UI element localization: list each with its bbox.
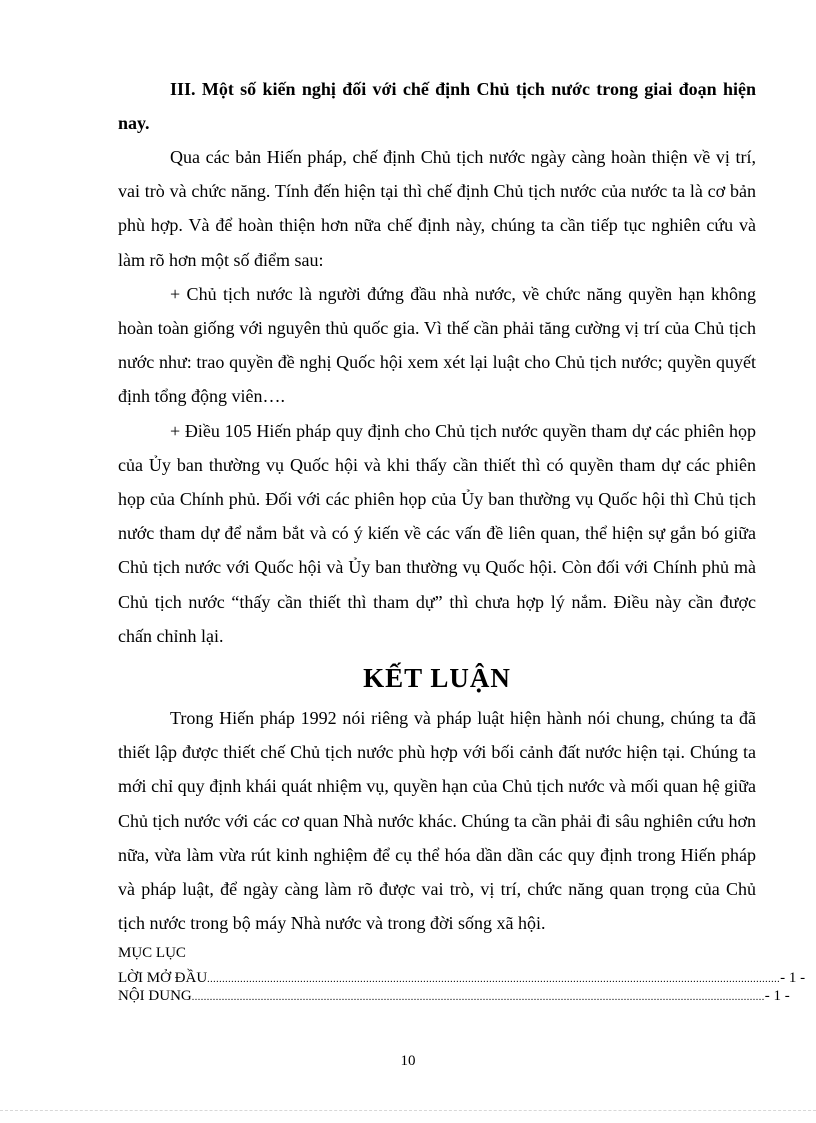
paragraph-intro: Qua các bản Hiến pháp, chế định Chủ tịch nước ngày càng hoàn thiện về vị trí, vai trò và chức năng. Tính đến hiện tại thì chế định Chủ tịch nước của nước ta là cơ bản phù hợp. Và để hoàn thiện hơn nữa chế định này, chúng ta cần tiếp tục nghiên cứu và làm rõ hơn một số điểm sau: bbox=[118, 147, 756, 270]
page-content bbox=[118, 72, 806, 1006]
toc-entry-label: NỘI DUNG bbox=[118, 988, 192, 1005]
conclusion-paragraph: Trong Hiến pháp 1992 nói riêng và pháp luật hiện hành nói chung, chúng ta đã thiết lập được thiết chế Chủ tịch nước phù hợp với bối cảnh đất nước hiện tại. Chúng ta mới chỉ quy định khái quát nhiệm vụ, quyền hạn của Chủ tịch nước và mối quan hệ giữa Chủ tịch nước với các cơ quan Nhà nước khác. Chúng ta cần phải đi sâu nghiên cứu hơn nữa, vừa làm vừa rút kinh nghiệm để cụ thể hóa dần dần các quy định trong Hiến pháp và pháp luật, để ngày càng làm rõ được vai trò, vị trí, chức năng quan trọng của Chủ tịch nước trong bộ máy Nhà nước và trong đời sống xã hội. bbox=[118, 708, 756, 934]
table-of-contents bbox=[118, 942, 806, 1006]
section-heading: III. Một số kiến nghị đối với chế định Chủ tịch nước trong giai đoạn hiện nay. bbox=[118, 79, 756, 133]
toc-leader-dots: ............................................................................................................................................................................................... bbox=[207, 974, 781, 986]
toc-leader-dots: ............................................................................................................................................................................................... bbox=[191, 992, 765, 1004]
paragraph-point-1: + Chủ tịch nước là người đứng đầu nhà nước, về chức năng quyền hạn không hoàn toàn giống với nguyên thủ quốc gia. Vì thế cần phải tăng cường vị trí của Chủ tịch nước như: trao quyền đề nghị Quốc hội xem xét lại luật cho Chủ tịch nước; quyền quyết định tổng động viên…. bbox=[118, 283, 756, 407]
toc-entry[interactable] bbox=[118, 988, 790, 1006]
page-bottom-divider bbox=[0, 1110, 816, 1111]
conclusion-title: KẾT LUẬN bbox=[363, 663, 511, 694]
paragraph-point-2: + Điều 105 Hiến pháp quy định cho Chủ tịch nước quyền tham dự các phiên họp của Ủy ban thường vụ Quốc hội và khi thấy cần thiết thì có quyền tham dự các phiên họp của Chính phủ. Đối với các phiên họp của Ủy ban thường vụ Quốc hội thì Chủ tịch nước tham dự để nắm bắt và có ý kiến về các vấn đề liên quan, thể hiện sự gắn bó giữa Chủ tịch nước với Quốc hội và Ủy ban thường vụ Quốc hội. Còn đối với Chính phủ mà Chủ tịch nước “thấy cần thiết thì tham dự” thì chưa hợp lý nắm. Điều này cần được chấn chỉnh lại. bbox=[118, 420, 756, 646]
page-number: 10 bbox=[400, 1053, 416, 1069]
toc-entry[interactable] bbox=[118, 970, 806, 988]
toc-title: MỤC LỤC bbox=[118, 945, 186, 962]
toc-entry-label: LỜI MỞ ĐẦU bbox=[118, 970, 208, 987]
toc-entry-page: - 1 - bbox=[764, 988, 790, 1005]
toc-entry-page: - 1 - bbox=[780, 970, 806, 987]
